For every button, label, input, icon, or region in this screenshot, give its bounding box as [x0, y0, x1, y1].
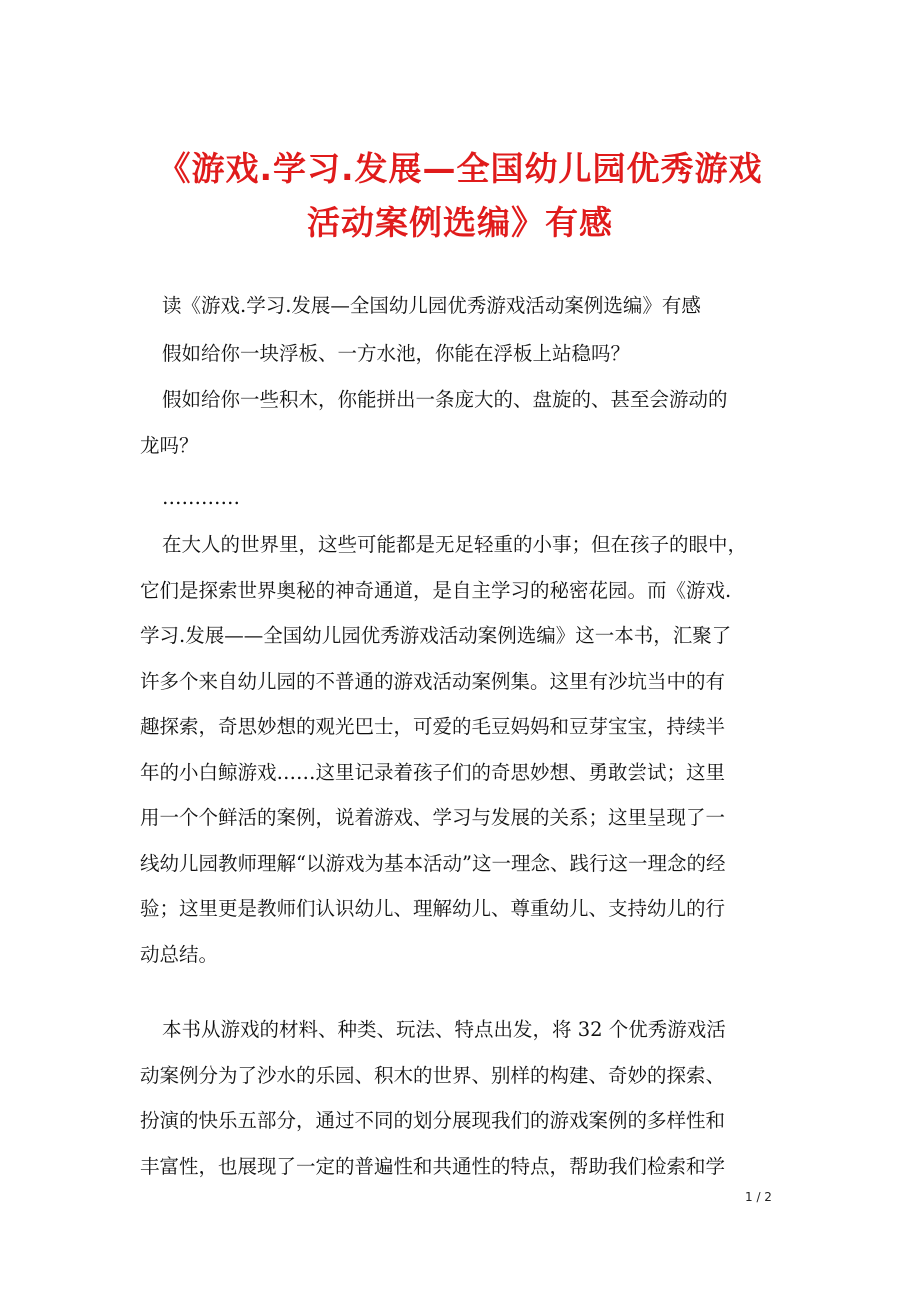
paragraph-question-1	[140, 331, 812, 377]
paragraph-body-1	[140, 522, 790, 977]
text-line: 年的小白鲸游戏……这里记录着孩子们的奇思妙想、勇敢尝试；这里	[140, 760, 726, 784]
text-line: …………	[162, 486, 240, 509]
document-title-line-2	[100, 197, 820, 249]
page-number: 1 / 2	[745, 1190, 772, 1204]
text-line: 动案例分为了沙水的乐园、积木的世界、别样的构建、奇妙的探索、	[140, 1063, 726, 1087]
text-line: 龙吗？	[140, 433, 199, 457]
text-line: 在大人的世界里，这些可能都是无足轻重的小事；但在孩子的眼中，	[162, 533, 748, 556]
text-line: 用一个个鲜活的案例，说着游戏、学习与发展的关系；这里呈现了一	[140, 806, 726, 829]
paragraph-question-2	[140, 377, 790, 468]
text-line: 它们是探索世界奥秘的神奇通道，是自主学习的秘密花园。而《游戏.	[140, 578, 732, 602]
title-text-1: 《游戏.学习.发展—全国幼儿园优秀游戏	[157, 149, 763, 188]
text-line: 假如给你一些积木，你能拼出一条庞大的、盘旋的、甚至会游动的	[162, 388, 728, 411]
title-text-2: 活动案例选编》有感	[307, 203, 613, 242]
paragraph-ellipsis	[140, 475, 812, 521]
text-line: 许多个来自幼儿园的不普通的游戏活动案例集。这里有沙坑当中的有	[140, 669, 726, 693]
text-line: 假如给你一块浮板、一方水池，你能在浮板上站稳吗？	[162, 342, 631, 365]
paragraph-body-2	[140, 1007, 790, 1189]
text-line: 验；这里更是教师们认识幼儿、理解幼儿、尊重幼儿、支持幼儿的行	[140, 897, 726, 920]
text-line: 本书从游戏的材料、种类、玩法、特点出发，将 32 个优秀游戏活	[162, 1018, 726, 1041]
text-line: 丰富性，也展现了一定的普遍性和共通性的特点，帮助我们检索和学	[140, 1154, 726, 1178]
text-line: 读《游戏.学习.发展—全国幼儿园优秀游戏活动案例选编》有感	[162, 294, 701, 317]
text-line: 扮演的快乐五部分，通过不同的划分展现我们的游戏案例的多样性和	[140, 1109, 726, 1132]
document-title-line-1	[100, 143, 820, 195]
paragraph-heading-line	[140, 283, 812, 329]
text-line: 动总结。	[140, 942, 219, 966]
text-line: 趣探索，奇思妙想的观光巴士，可爱的毛豆妈妈和豆芽宝宝，持续半	[140, 715, 726, 738]
text-line: 线幼儿园教师理解“以游戏为基本活动”这一理念、践行这一理念的经	[140, 851, 726, 875]
text-line: 学习.发展——全国幼儿园优秀游戏活动案例选编》这一本书，汇聚了	[140, 624, 732, 647]
